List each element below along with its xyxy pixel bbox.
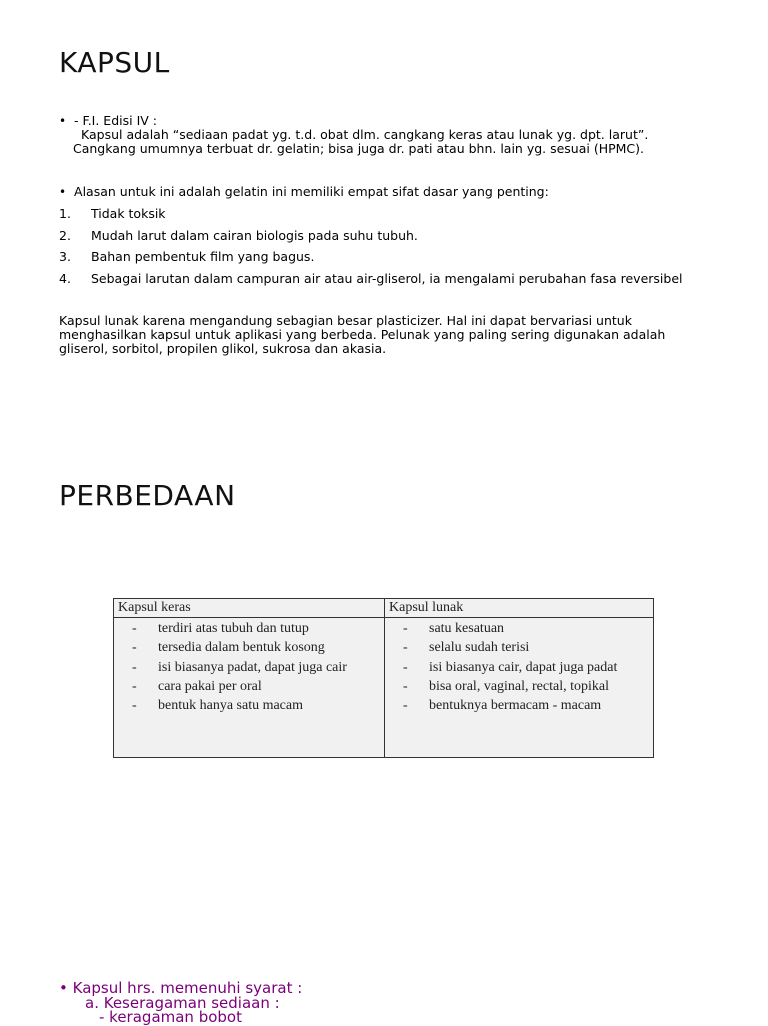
- kapsul-definition: Kapsul adalah “sediaan padat yg. t.d. obat dlm. cangkang keras atau lunak yg. dpt. larut”.: [81, 127, 649, 142]
- item-text: Bahan pembentuk film yang bagus.: [91, 249, 315, 264]
- item-text: Sebagai larutan dalam campuran air atau air-gliserol, ia mengalami perubahan fasa reversibel: [91, 271, 683, 286]
- numbered-item: [59, 271, 683, 286]
- item-number: 3.: [59, 249, 71, 264]
- list-item: - bentuknya bermacam - macam: [403, 698, 602, 714]
- bullet-dot: •: [59, 979, 68, 997]
- syarat-text: Kapsul hrs. memenuhi syarat :: [72, 979, 303, 997]
- list-item: - isi biasanya padat, dapat juga cair: [132, 659, 347, 675]
- paragraph-line: menghasilkan kapsul untuk aplikasi yang berbeda. Pelunak yang paling sering digunakan adalah: [59, 327, 666, 342]
- col-kapsul-keras: [114, 618, 385, 758]
- list-item: - isi biasanya cair, dapat juga padat: [403, 659, 618, 675]
- bullet-alasan: [59, 185, 549, 199]
- paragraph-line: Kapsul lunak karena mengandung sebagian besar plasticizer. Hal ini dapat bervariasi untuk: [59, 313, 632, 328]
- numbered-item: [59, 249, 314, 264]
- bullet-dot: •: [59, 185, 67, 199]
- heading-perbedaan: PERBEDAAN: [59, 479, 236, 512]
- numbered-item: [59, 228, 418, 243]
- item-number: 4.: [59, 271, 71, 286]
- sub-keseragaman: a. Keseragaman sediaan :: [85, 994, 280, 1012]
- list-item: - bentuk hanya satu macam: [132, 698, 304, 714]
- cangkang-note: Cangkang umumnya terbuat dr. gelatin; bisa juga dr. pati atau bhn. lain yg. sesuai (HPMC).: [73, 141, 645, 156]
- item-number: 2.: [59, 228, 71, 243]
- item-text: Mudah larut dalam cairan biologis pada suhu tubuh.: [91, 228, 418, 243]
- header-kapsul-keras: Kapsul keras: [114, 599, 385, 618]
- comparison-table: [113, 598, 654, 758]
- list-item: - bisa oral, vaginal, rectal, topikal: [403, 678, 609, 694]
- list-item: - selalu sudah terisi: [403, 640, 530, 656]
- heading-kapsul: KAPSUL: [59, 46, 170, 79]
- bullet-fi-edisi: [59, 114, 157, 128]
- list-item: - satu kesatuan: [403, 621, 505, 636]
- list-item: - cara pakai per oral: [132, 678, 262, 694]
- item-number: 1.: [59, 206, 71, 221]
- col-kapsul-lunak: [385, 618, 654, 758]
- paragraph-line: gliserol, sorbitol, propilen glikol, sukrosa dan akasia.: [59, 341, 387, 356]
- alasan-text: Alasan untuk ini adalah gelatin ini memiliki empat sifat dasar yang penting:: [74, 184, 549, 199]
- list-item: - terdiri atas tubuh dan tutup: [132, 621, 309, 636]
- fi-edisi-label: - F.I. Edisi IV :: [74, 113, 157, 128]
- bullet-dot: •: [59, 114, 67, 128]
- header-kapsul-lunak: Kapsul lunak: [385, 599, 654, 618]
- sub-keragaman-bobot: - keragaman bobot: [99, 1008, 242, 1026]
- numbered-item: [59, 206, 166, 221]
- list-item: - tersedia dalam bentuk kosong: [132, 640, 325, 656]
- item-text: Tidak toksik: [91, 206, 166, 221]
